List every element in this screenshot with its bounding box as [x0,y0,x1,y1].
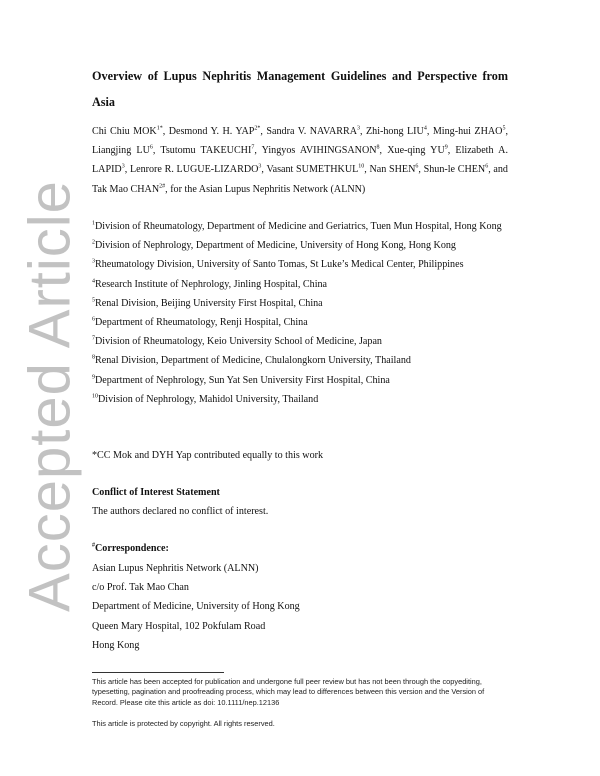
affiliation-item: $^3$Rheumatology Division, University of Santo Tomas, St Luke’s Medical Center, Philippines [92,259,464,271]
conflict-text: The authors declared no conflict of interest. [92,506,269,517]
affiliation-item: $^2$Division of Nephrology, Department of Medicine, University of Hong Kong, Hong Kong [92,239,456,252]
accepted-footnote: This article has been accepted for publication and undergone full peer review but has not been through the copyediting, typesetting, pagination and proofreading process, which may lead to differences between this version and the Version of Record. Please cite this article as doi: 10.1111/nep.12136 [92,677,485,707]
affiliation-item: $^7$Division of Rheumatology, Keio University School of Medicine, Japan [92,335,382,348]
paper-title: Overview of Lupus Nephritis Management Guidelines and Perspective from Asia [92,69,508,109]
affiliation-item: $^{10}$Division of Nephrology, Mahidol University, Thailand [92,393,319,405]
correspondence-marker: # [92,542,95,549]
address-line: Queen Mary Hospital, 102 Pokfulam Road [92,620,266,632]
accepted-article-watermark: Accepted Article [17,180,83,612]
affiliation-item: $^8$Renal Division, Department of Medicine, Chulalongkorn University, Thailand [92,355,411,367]
affiliation-item: $^1$Division of Rheumatology, Department of Medicine and Geriatrics, Tuen Mun Hospital, Hong Kong [92,220,502,232]
affiliation-item: $^6$Department of Rheumatology, Renji Hospital, China [92,316,308,329]
conflict-heading: Conflict of Interest Statement [92,487,220,498]
affiliation-list [92,217,508,409]
address-line: Asian Lupus Nephritis Network (ALNN) [92,563,259,574]
address-line: Hong Kong [92,639,140,651]
correspondence-heading: #Correspondence: [92,542,169,554]
correspondence-address [92,559,300,655]
footnote-divider [92,672,224,673]
affiliation-item: $^9$Department of Nephrology, Sun Yat Sen University First Hospital, China [92,374,390,386]
equal-contribution-note: *CC Mok and DYH Yap contributed equally to this work [92,450,324,461]
affiliation-item: $^5$Renal Division, Beijing University First Hospital, China [92,297,323,309]
affiliation-item: $^4$Research Institute of Nephrology, Jinling Hospital, China [92,278,328,290]
address-line: c/o Prof. Tak Mao Chan [92,582,189,594]
copyright-notice: This article is protected by copyright. All rights reserved. [92,719,275,728]
author-list: Chi Chiu $MOK^{1*}$, Desmond Y. H. $YAP^{2*}$, Sandra V. NAVARRA$^3$, Zhi-hong LIU$^4$, Ming-hui ZHAO$^5$, Liangjing $LU^6$, Tsutomu TAKEUCHI$^7$, Yingyos AVIHINGSANON$^8$, Xue-qing $YU^9$, Elizabeth A. LAPID$^3$, Lenrore R. LUGUE-LIZARDO$^3$, Vasant SUMETHKUL$^{10}$, Nan SHEN$^6$, Shun-le CHEN$^6$, and Tak Mao $CHAN^{2\#}$, for the Asian Lupus Nephritis Network (ALNN) [92,125,508,195]
address-line: Department of Medicine, University of Hong Kong [92,601,300,613]
